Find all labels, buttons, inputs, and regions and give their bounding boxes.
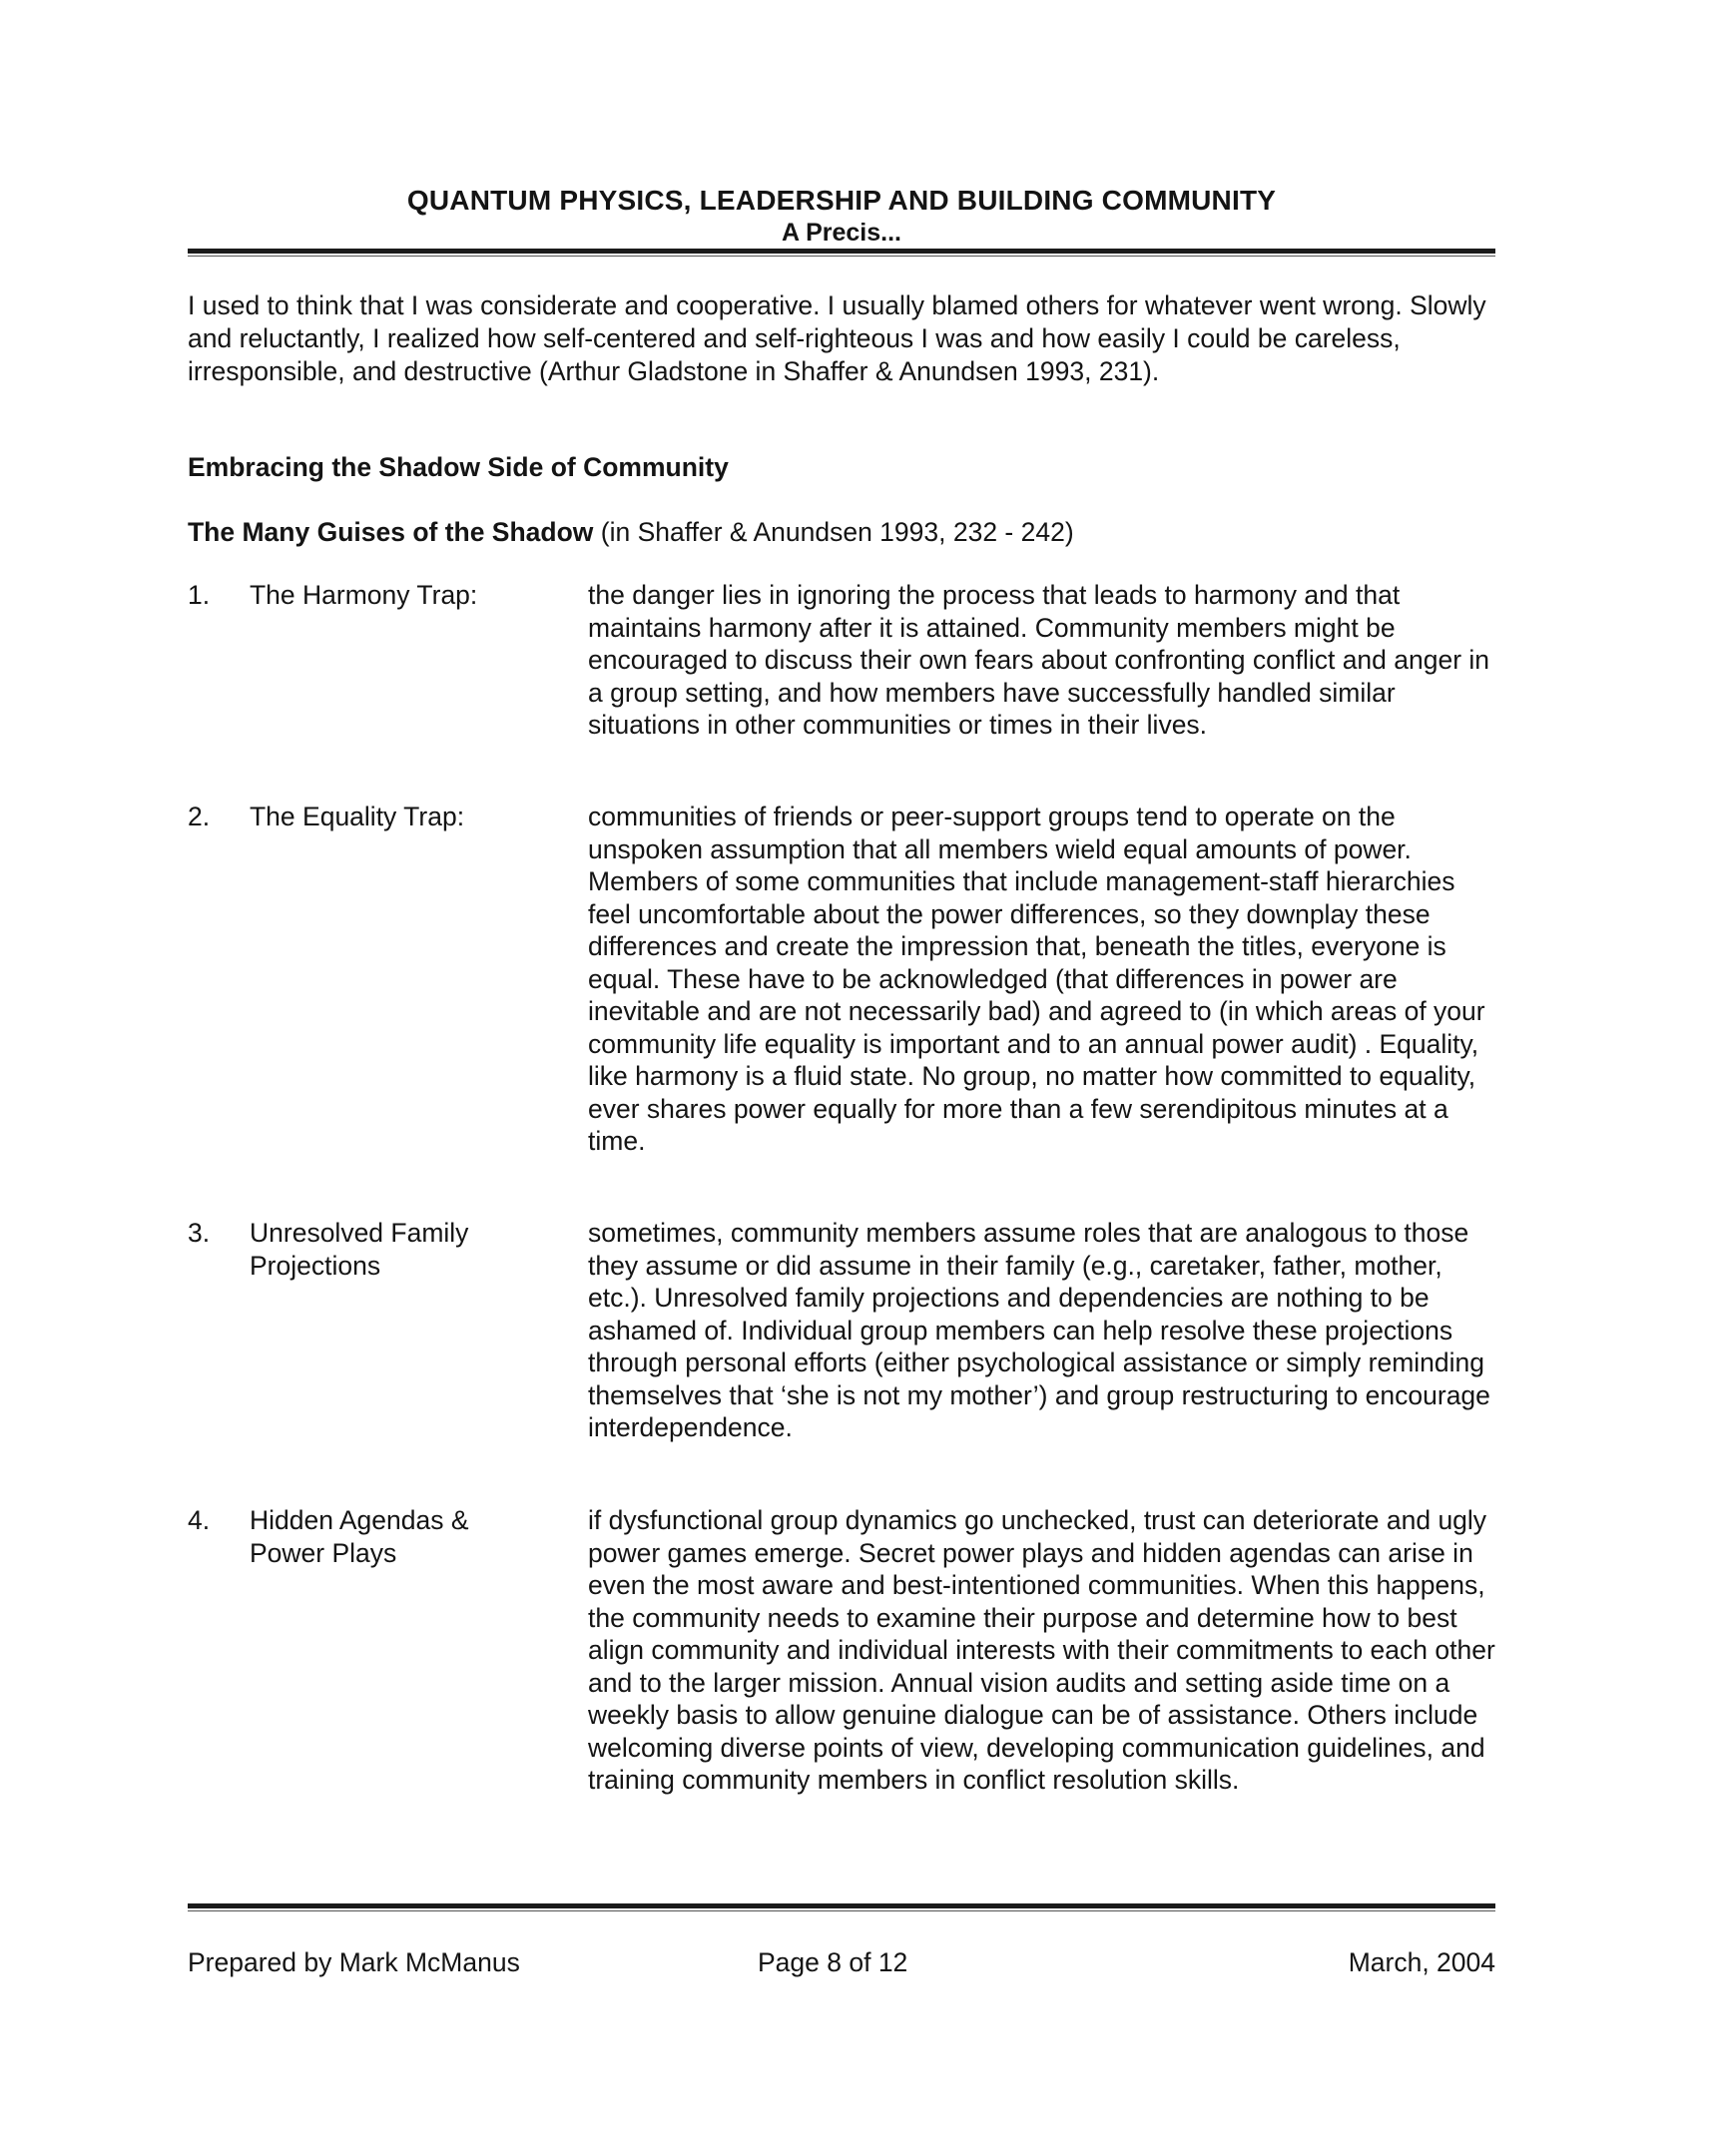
- footer-author: Prepared by Mark McManus: [188, 1947, 520, 1977]
- item-description: if dysfunctional group dynamics go unchecked, trust can deteriorate and ugly power games emerge. Secret power plays and hidden agendas can arise in even the most aware and best-intentioned communities. When this happens, the community needs to examine their purpose and determine how to best align community and individual interests with their commitments to each other and to the larger mission. Annual vision audits and setting aside time on a weekly basis to allow genuine dialogue can be of assistance. Others include welcoming diverse points of view, developing communication guidelines, and training community members in conflict resolution skills.: [588, 1505, 1495, 1795]
- item-label: The Equality Trap:: [250, 802, 465, 831]
- intro-quote: I used to think that I was considerate and cooperative. I usually blamed others for whatever went wrong. Slowly and reluctantly, I realized how self-centered and self-righteous I was and how easily I could be careless, irresponsible, and destructive (Arthur Gladstone in Shaffer & Anundsen 1993, 231).: [188, 290, 1486, 386]
- item-label: Unresolved Family Projections: [250, 1218, 469, 1281]
- item-description: the danger lies in ignoring the process that leads to harmony and that maintains harmony after it is attained. Community members might be encouraged to discuss their own fears about confronting conflict and anger in a group setting, and how members have successfully handled similar situations in other communities or times in their lives.: [588, 580, 1490, 740]
- document-subtitle: A Precis...: [782, 219, 901, 247]
- item-number: 3.: [188, 1218, 211, 1248]
- footer-rule: [188, 1903, 1495, 1908]
- header-rule: [188, 249, 1495, 254]
- sub-heading-bold: The Many Guises of the Shadow: [188, 517, 594, 547]
- item-number: 1.: [188, 580, 211, 610]
- item-description: sometimes, community members assume roles that are analogous to those they assume or did assume in their family (e.g., caretaker, father, mother, etc.). Unresolved family projections and dependencies are nothing to be ashamed of. Individual group members can help resolve these projections through personal efforts (either psychological assistance or simply reminding themselves that ‘she is not my mother’) and group restructuring to encourage interdependence.: [588, 1218, 1490, 1442]
- item-description: communities of friends or peer-support groups tend to operate on the unspoken assumption that all members wield equal amounts of power. Members of some communities that include management-staff hierarchies feel uncomfortable about the power differences, so they downplay these differences and create the impression that, beneath the titles, everyone is equal. These have to be acknowledged (that differences in power are inevitable and are not necessarily bad) and agreed to (in which areas of your community life equality is important and to an annual power audit) . Equality, like harmony is a fluid state. No group, no matter how committed to equality, ever shares power equally for more than a few serendipitous minutes at a time.: [588, 802, 1485, 1156]
- sub-heading-citation: (in Shaffer & Anundsen 1993, 232 - 242): [593, 517, 1074, 547]
- footer-date: March, 2004: [1348, 1947, 1495, 1977]
- sub-heading: [188, 517, 1074, 548]
- item-number: 2.: [188, 802, 211, 831]
- item-label: Hidden Agendas & Power Plays: [250, 1505, 469, 1568]
- document-title: QUANTUM PHYSICS, LEADERSHIP AND BUILDING COMMUNITY: [406, 185, 1277, 216]
- section-heading: Embracing the Shadow Side of Community: [188, 452, 729, 482]
- page-header: [188, 184, 1495, 248]
- item-number: 4.: [188, 1505, 211, 1535]
- item-label: The Harmony Trap:: [250, 580, 478, 610]
- footer-page-number: Page 8 of 12: [758, 1947, 908, 1977]
